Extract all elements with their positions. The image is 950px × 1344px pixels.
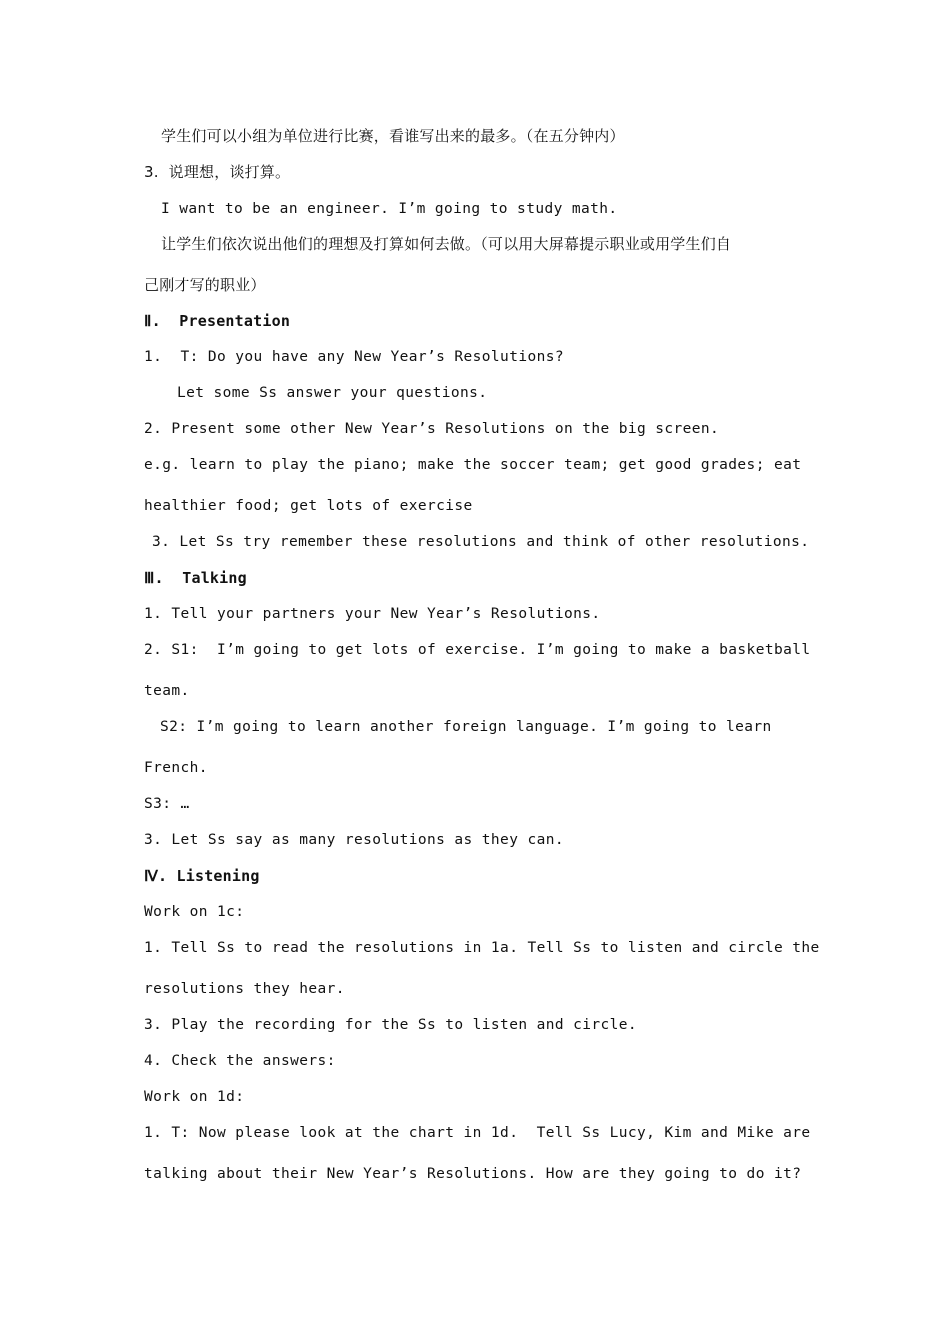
text-line-25: 3. Play the recording for the Ss to listen and circle.	[144, 1017, 638, 1033]
text-line-19: S3: …	[144, 796, 190, 812]
text-line-18: French.	[144, 760, 208, 776]
text-line-4: 让学生们依次说出他们的理想及打算如何去做。（可以用大屏幕提示职业或用学生们自	[161, 235, 732, 253]
text-line-7: 1. T: Do you have any New Year’s Resolutions?	[144, 349, 564, 365]
text-line-29: talking about their New Year’s Resolutions. How are they going to do it?	[144, 1166, 802, 1182]
text-line-10: e.g. learn to play the piano; make the soccer team; get good grades; eat	[144, 457, 802, 473]
text-line-11: healthier food; get lots of exercise	[144, 498, 473, 514]
section-heading-listening: Ⅳ. Listening	[144, 867, 260, 885]
text-line-26: 4. Check the answers:	[144, 1053, 336, 1069]
text-line-9: 2. Present some other New Year’s Resolutions on the big screen.	[144, 421, 720, 437]
text-line-17: S2: I’m going to learn another foreign language. I’m going to learn	[160, 719, 772, 735]
text-line-20: 3. Let Ss say as many resolutions as they can.	[144, 832, 564, 848]
text-line-24: resolutions they hear.	[144, 981, 345, 997]
text-line-14: 1. Tell your partners your New Year’s Resolutions.	[144, 606, 601, 622]
text-line-5: 己刚才写的职业）	[144, 276, 266, 294]
section-heading-talking: Ⅲ. Talking	[144, 569, 247, 587]
text-line-23: 1. Tell Ss to read the resolutions in 1a. Tell Ss to listen and circle the	[144, 940, 820, 956]
text-line-12: 3. Let Ss try remember these resolutions and think of other resolutions.	[152, 534, 810, 550]
text-line-15: 2. S1: I’m going to get lots of exercise. I’m going to make a basketball	[144, 642, 811, 658]
text-line-16: team.	[144, 683, 190, 699]
text-line-3: I want to be an engineer. I’m going to study math.	[161, 201, 618, 217]
section-heading-presentation: Ⅱ. Presentation	[144, 312, 291, 330]
text-line-1: 学生们可以小组为单位进行比赛，看谁写出来的最多。（在五分钟内）	[161, 127, 625, 145]
text-line-22: Work on 1c:	[144, 904, 245, 920]
text-line-28: 1. T: Now please look at the chart in 1d. Tell Ss Lucy, Kim and Mike are	[144, 1125, 811, 1141]
text-line-2: 3. 说理想，谈打算。	[144, 163, 291, 181]
text-line-27: Work on 1d:	[144, 1089, 245, 1105]
text-line-8: Let some Ss answer your questions.	[177, 385, 488, 401]
